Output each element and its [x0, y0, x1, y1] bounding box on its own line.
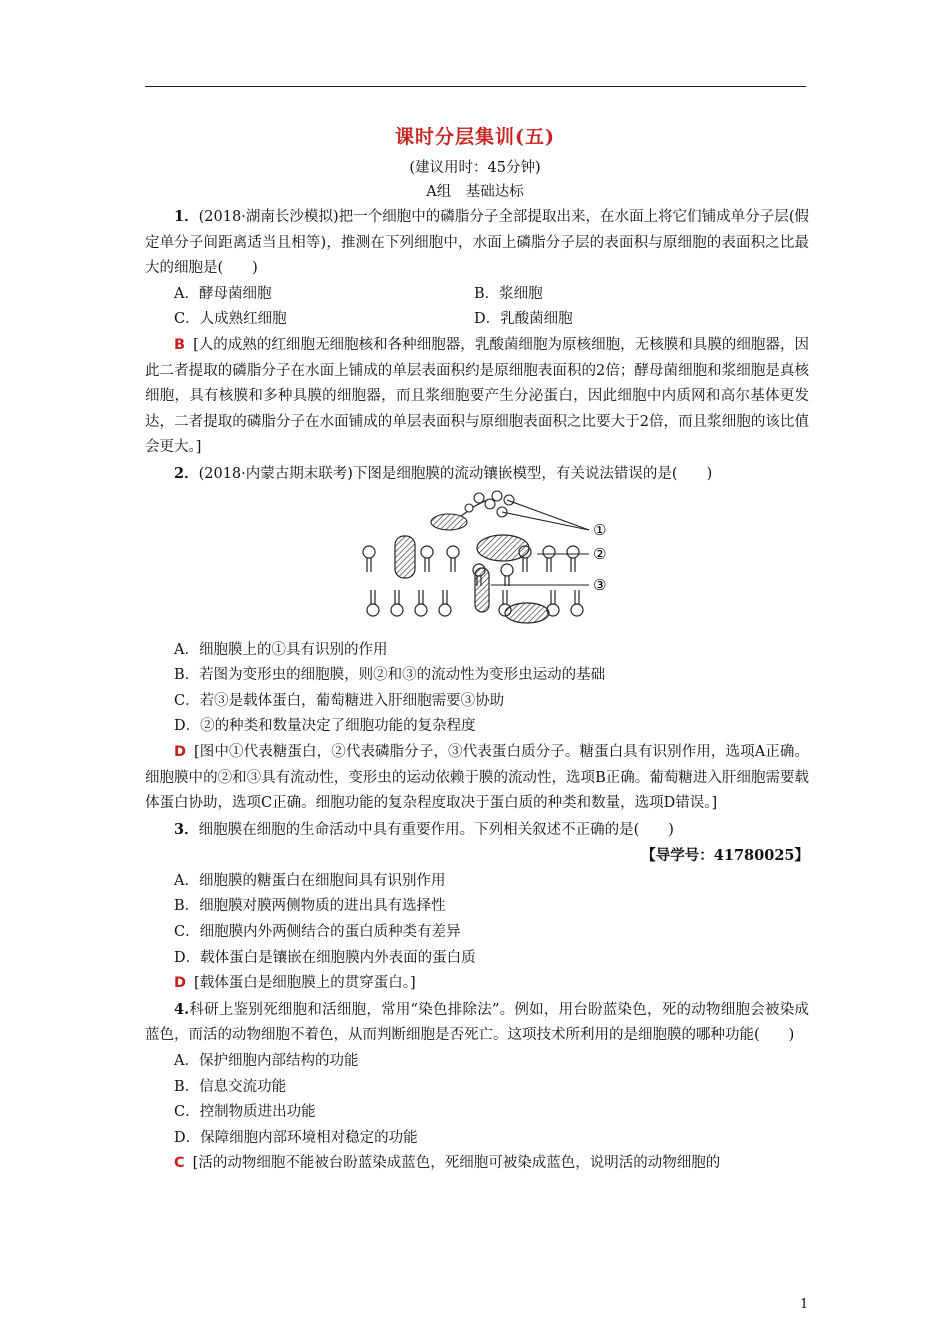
phospholipid-top: [543, 546, 555, 572]
question-3-stem: 3．细胞膜在细胞的生命活动中具有重要作用。下列相关叙述不正确的是( ): [174, 820, 674, 838]
question-2-option-d: D．②的种类和数量决定了细胞功能的复杂程度: [174, 718, 476, 735]
question-4-option-a: A．保护细胞内部结构的功能: [174, 1053, 359, 1070]
answer-letter: C: [174, 1155, 185, 1172]
answer-letter: D: [174, 975, 187, 992]
question-1-option-b: B．浆细胞: [474, 285, 543, 302]
question-list: [145, 204, 809, 1177]
phospholipid-bottom: [439, 590, 451, 616]
question-3-option-a: A．细胞膜的糖蛋白在细胞间具有识别作用: [174, 872, 446, 889]
question-2-option-a: A．细胞膜上的①具有识别的作用: [174, 641, 388, 658]
group-heading: A组 基础达标: [426, 184, 524, 200]
question-1-option-d: D．乳酸菌细胞: [474, 311, 573, 328]
page-number: 1: [800, 1297, 809, 1312]
question-3-option-d: D．载体蛋白是镶嵌在细胞膜内外表面的蛋白质: [174, 949, 476, 966]
label-1: ①: [593, 520, 607, 539]
phospholipid-bottom: [415, 590, 427, 616]
question-4-option-c: C．控制物质进出功能: [174, 1104, 316, 1121]
phospholipid-bottom: [391, 590, 403, 616]
answer-letter: B: [174, 336, 186, 353]
question-1-option-c: C．人成熟红细胞: [174, 311, 287, 328]
answer-letter: D: [174, 743, 187, 760]
question-3-option-b: B．细胞膜对膜两侧物质的进出具有选择性: [174, 898, 446, 915]
question-2-option-b: B．若图为变形虫的细胞膜，则②和③的流动性为变形虫运动的基础: [174, 667, 606, 684]
question-1-stem: 1．(2018·湖南长沙模拟)把一个细胞中的磷脂分子全部提取出来，在水面上将它们铺成单分子层(假定单分子间距离适当且相等)，推测在下列细胞中，水面上磷脂分子层的表面积与原细胞的表面积之比最大的细胞是( ): [145, 208, 810, 277]
phospholipid-top: [567, 546, 579, 572]
phospholipid-bottom: [571, 590, 583, 616]
question-4-option-d: D．保障细胞内部环境相对稳定的功能: [174, 1129, 418, 1146]
phospholipid-top: [363, 546, 375, 572]
question-1-options-row-2: [145, 307, 809, 333]
header-rule: [145, 86, 806, 87]
question-3-option-c: C．细胞膜内外两侧结合的蛋白质种类有差异: [174, 924, 461, 941]
time-hint: (建议用时：45分钟): [409, 160, 541, 176]
question-1-answer: B [人的成熟的红细胞无细胞核和各种细胞器，乳酸菌细胞为原核细胞，无核膜和具膜的细胞器，因此二者提取的磷脂分子在水面上铺成的单层表面积约是原细胞表面积的2倍；酵母菌细胞和浆细胞是真核细胞，具有核膜和多种具膜的细胞器，而且浆细胞要产生分泌蛋白，因此细胞中内质网和高尔基体更发达，二者提取的磷脂分子在水面铺成的单层表面积与原细胞表面积之比要大于2倍，而且浆细胞的该比值会更大。]: [145, 336, 809, 456]
question-1-option-a: A．酵母菌细胞: [174, 285, 272, 302]
guide-number: 【导学号：41780025】: [641, 847, 809, 865]
page-title: 课时分层集训(五): [395, 126, 555, 148]
question-2-answer: D [图中①代表糖蛋白，②代表磷脂分子，③代表蛋白质分子。糖蛋白具有识别作用，选项A正确。细胞膜中的②和③具有流动性，变形虫的运动依赖于膜的流动性，选项B正确。葡萄糖进入肝细胞需要载体蛋白协助，选项C正确。细胞功能的复杂程度取决于蛋白质的种类和数量，选项D错误。]: [145, 743, 809, 812]
phospholipid-top: [421, 546, 433, 572]
question-1-options-row-1: [145, 282, 809, 308]
fluid-mosaic-model-diagram: [357, 488, 627, 633]
label-3: ③: [593, 575, 607, 594]
question-2-stem: 2．(2018·内蒙古期末联考)下图是细胞膜的流动镶嵌模型，有关说法错误的是( ): [174, 464, 713, 482]
membrane-figure: [145, 488, 809, 638]
question-2-option-c: C．若③是载体蛋白，葡萄糖进入肝细胞需要③协助: [174, 692, 505, 709]
phospholipid-top: [501, 564, 513, 586]
phospholipid-top: [447, 546, 459, 572]
question-4-stem: 4.科研上鉴别死细胞和活细胞，常用“染色排除法”。例如，用台盼蓝染色，死的动物细胞会被染成蓝色，而活的动物细胞不着色，从而判断细胞是否死亡。这项技术所利用的是细胞膜的哪种功能( ): [145, 1000, 809, 1044]
question-3-answer: D [载体蛋白是细胞膜上的贯穿蛋白。]: [174, 975, 416, 992]
question-4-option-b: B．信息交流功能: [174, 1078, 287, 1095]
phospholipid-bottom: [367, 590, 379, 616]
question-4-answer: C [活的动物细胞不能被台盼蓝染成蓝色，死细胞可被染成蓝色，说明活的动物细胞的: [174, 1155, 721, 1172]
label-2: ②: [593, 544, 607, 563]
